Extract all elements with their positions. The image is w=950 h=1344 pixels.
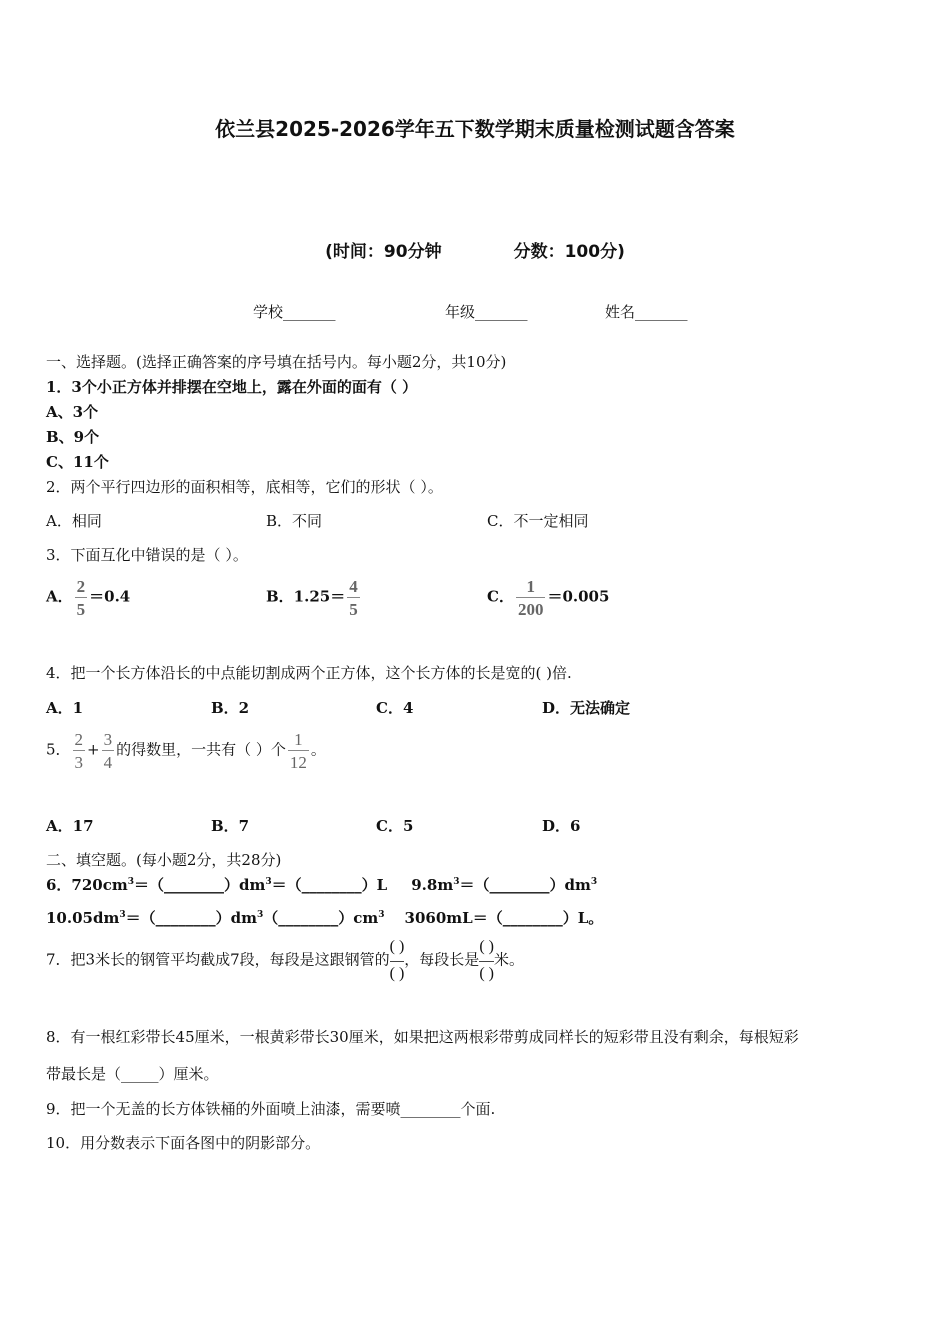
q3-option-a [46,577,130,618]
q5-stem [46,730,326,771]
q4-option-d: D．无法确定 [542,699,631,717]
superscript: 3 [256,910,264,920]
q9-stem: 9．把一个无盖的长方体铁桶的外面喷上油漆，需要喷________个面. [46,1100,496,1118]
exam-info [0,237,950,262]
q6-text: ＝（________）dm [125,909,257,927]
q3-b-label: B．1.25＝ [266,587,346,606]
q3-c-rest: ＝0.005 [547,587,610,606]
q1-option-b: B、9个 [46,428,100,446]
superscript: 3 [590,877,598,887]
fraction [516,577,546,618]
numerator: 2 [76,577,86,596]
q5-mid-text: 的得数里，一共有（ ）个 [116,740,286,759]
q3-stem: 3．下面互化中错误的是（ ）。 [46,546,248,564]
q5-label: 5． [46,740,71,759]
blank-denominator: ( ) [390,961,405,982]
q5-end: 。 [310,740,326,759]
q7-text: 7．把3米长的钢管平均截成7段，每段是这跟钢管的 [46,950,390,969]
exam-score: 分数：100分) [513,242,625,262]
fraction [75,577,88,618]
exam-time: (时间：90分钟 [325,242,442,262]
numerator: 1 [526,577,535,596]
q6-text: 10.05dm [46,909,120,927]
q6-text: （________）cm [263,909,379,927]
denominator: 3 [73,750,86,771]
q7-text: 米。 [493,950,524,969]
q6-text: ＝（________）dm [459,876,591,894]
q3-option-c [487,577,609,618]
blank-fraction [390,939,405,982]
q2-stem: 2．两个平行四边形的面积相等，底相等，它们的形状（ ）。 [46,478,443,496]
q6-line1 [46,874,597,895]
fraction [73,730,86,771]
q6-text: 6．720cm [46,876,128,894]
q4-stem: 4．把一个长方体沿长的中点能切割成两个正方体，这个长方体的长是宽的( )倍. [46,664,572,682]
q10-stem: 10．用分数表示下面各图中的阴影部分。 [46,1134,321,1152]
school-field: 学校_______ [253,303,336,321]
blank-numerator: ( ) [479,938,494,955]
fraction [102,730,115,771]
page-title: 依兰县2025-2026学年五下数学期末质量检测试题含答案 [215,117,735,141]
q5-option-d: D．6 [542,817,581,835]
blank-fraction [479,939,494,982]
q7-stem [46,939,524,982]
section1-heading: 一、选择题。(选择正确答案的序号填在括号内。每小题2分，共10分) [46,353,507,371]
q1-stem: 1．3个小正方体并排摆在空地上，露在外面的面有（ ） [46,378,418,396]
superscript: 3 [265,877,272,887]
q3-a-rest: ＝0.4 [89,587,131,606]
q4-option-b: B．2 [211,699,250,717]
q4-option-a: A．1 [46,699,84,717]
name-field: 姓名_______ [605,303,688,321]
q8-line1: 8．有一根红彩带长45厘米，一根黄彩带长30厘米，如果把这两根彩带剪成同样长的短彩带且没有剩余，每根短彩 [46,1028,799,1046]
denominator: 5 [75,597,88,618]
blank-numerator: ( ) [389,938,405,955]
superscript: 3 [453,877,460,887]
fraction [288,730,309,771]
numerator: 4 [349,577,358,596]
q6-text: ＝（________）dm [134,876,266,894]
q6-text: ＝（________）L [271,876,388,894]
q4-option-c: C．4 [376,699,414,717]
numerator: 1 [294,730,303,749]
fraction [347,577,360,618]
q2-option-b: B．不同 [266,512,323,530]
denominator: 4 [102,750,115,771]
superscript: 3 [119,910,126,920]
q1-option-c: C、11个 [46,453,109,471]
superscript: 3 [127,877,135,887]
q1-option-a: A、3个 [46,403,99,421]
plus-sign: + [87,740,100,759]
blank-denominator: ( ) [479,961,494,982]
section2-heading: 二、填空题。(每小题2分，共28分) [46,851,282,869]
q2-option-a: A．相同 [46,512,102,530]
q6-text: 9.8m [411,876,454,894]
q3-option-b [266,577,362,618]
q6-text: 3060mL＝（________）L。 [404,909,604,927]
q3-c-label: C． [487,587,514,606]
q5-option-c: C．5 [376,817,414,835]
q5-option-b: B．7 [211,817,250,835]
q3-a-label: A． [46,587,73,606]
q2-option-c: C．不一定相同 [487,512,589,530]
numerator: 2 [74,730,84,749]
denominator: 200 [516,597,546,618]
superscript: 3 [378,910,385,920]
q8-line2: 带最长是（_____）厘米。 [46,1065,219,1083]
denominator: 12 [288,750,309,771]
numerator: 3 [103,730,113,749]
grade-field: 年级_______ [445,303,528,321]
q6-line2 [46,907,603,928]
q7-text: ，每段长是 [404,950,480,969]
q5-option-a: A．17 [46,817,94,835]
denominator: 5 [347,597,360,618]
